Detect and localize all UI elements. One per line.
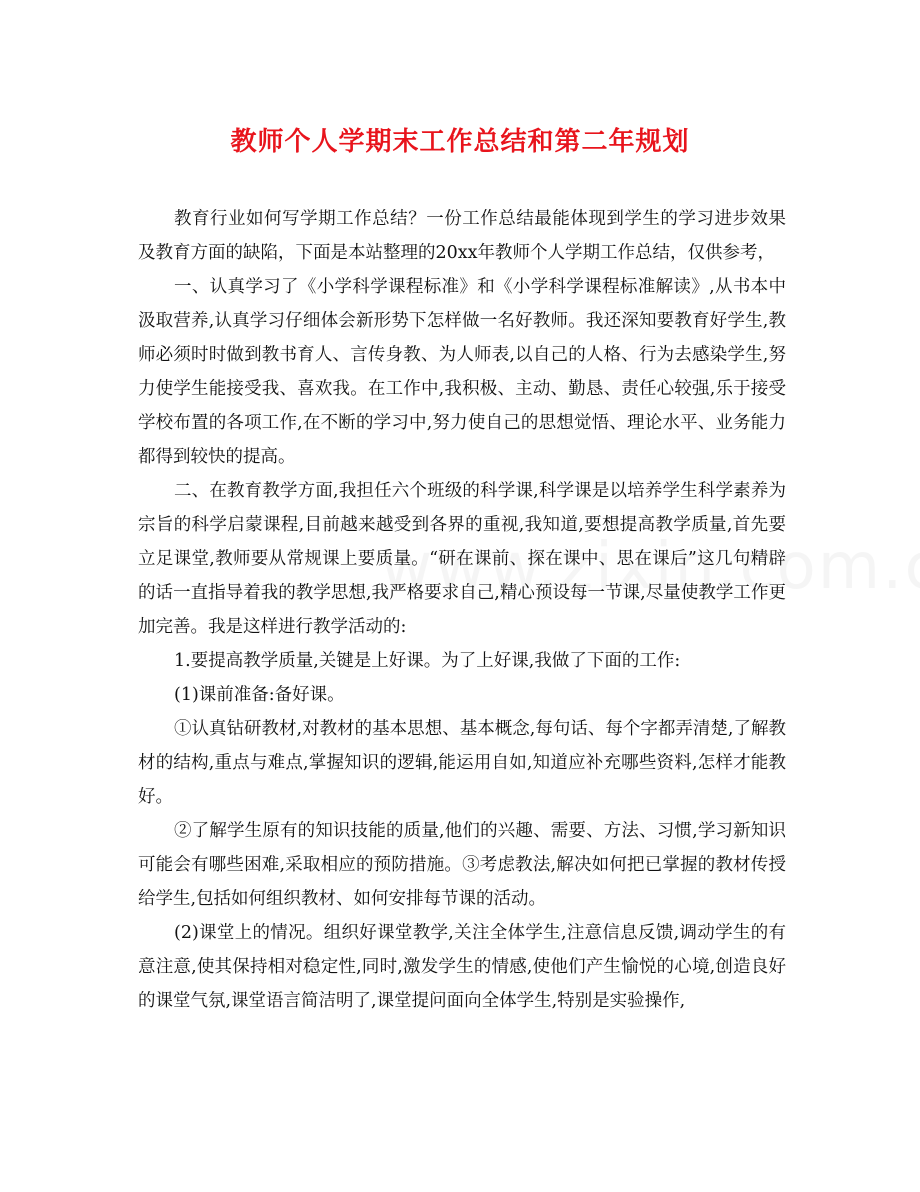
- paragraph-section-two: 二、在教育教学方面,我担任六个班级的科学课,科学课是以培养学生科学素养为宗旨的科学启蒙课程,目前越来越受到各界的重视,我知道,要想提高教学质量,首先要立足课堂,教师要从常规课上要质量。“研在课前、探在课中、思在课后”这几句精辟的话一直指导着我的教学思想,我严格要求自己,精心预设每一节课,尽量使教学工作更加完善。我是这样进行教学活动的:: [138, 481, 786, 637]
- document-body: [138, 202, 786, 1018]
- paragraph-section-one: 一、认真学习了《小学科学课程标准》和《小学科学课程标准解读》,从书本中汲取营养,认真学习仔细体会新形势下怎样做一名好教师。我还深知要教育好学生,教师必须时时做到教书育人、言传身教、为人师表,以自己的人格、行为去感染学生,努力使学生能接受我、喜欢我。在工作中,我积极、主动、勤恳、责任心较强,乐于接受学校布置的各项工作,在不断的学习中,努力使自己的思想觉悟、理论水平、业务能力都得到较快的提高。: [138, 277, 786, 467]
- paragraph-circled-1: ①认真钻研教材,对教材的基本思想、基本概念,每句话、每个字都弄清楚,了解教材的结构,重点与难点,掌握知识的逻辑,能运用自如,知道应补充哪些资料,怎样才能教好。: [138, 719, 786, 807]
- page-title: 教师个人学期末工作总结和第二年规划: [230, 127, 690, 157]
- paragraph-item-1: 1.要提高教学质量,关键是上好课。为了上好课,我做了下面的工作:: [174, 651, 681, 671]
- paragraph-item-1-1: (1)课前准备:备好课。: [174, 685, 345, 705]
- paragraph-item-1-2: (2)课堂上的情况。组织好课堂教学,关注全体学生,注意信息反馈,调动学生的有意注意,使其保持相对稳定性,同时,激发学生的情感,使他们产生愉悦的心境,创造良好的课堂气氛,课堂语言简洁明了,课堂提问面向全体学生,特别是实验操作,: [138, 923, 786, 1011]
- paragraph-circled-2: ②了解学生原有的知识技能的质量,他们的兴趣、需要、方法、习惯,学习新知识可能会有哪些困难,采取相应的预防措施。③考虑教法,解决如何把已掌握的教材传授给学生,包括如何组织教材、如何安排每节课的活动。: [138, 821, 786, 909]
- paragraph-intro: 教育行业如何写学期工作总结？一份工作总结最能体现到学生的学习进步效果及教育方面的缺陷，下面是本站整理的20xx年教师个人学期工作总结，仅供参考，: [138, 209, 786, 263]
